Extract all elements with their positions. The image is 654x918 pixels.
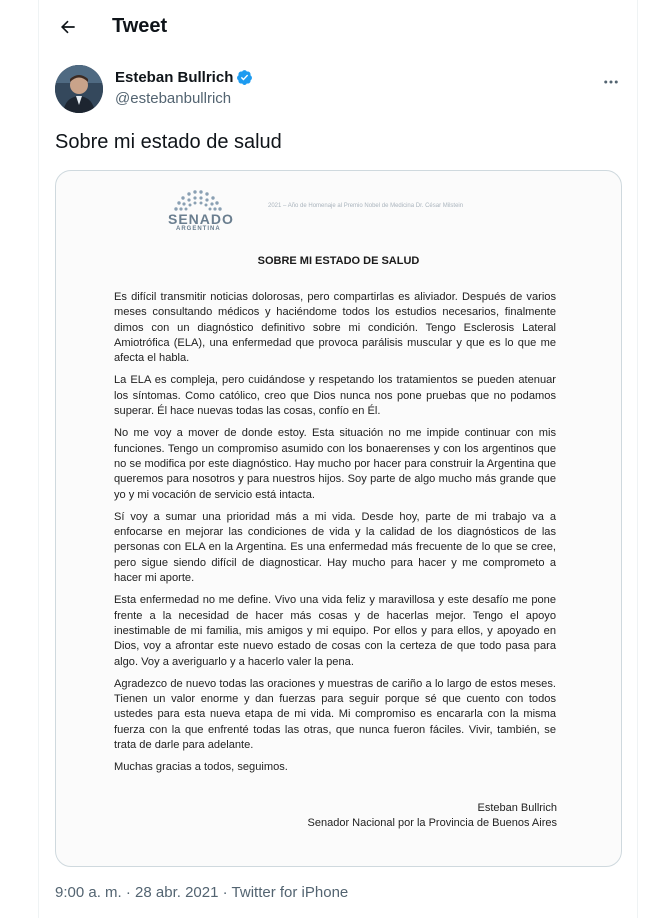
page-header <box>39 0 639 54</box>
senado-logo-subtitle: ARGENTINA <box>176 226 221 232</box>
document-paragraph: Agradezco de nuevo todas las oraciones y muestras de cariño a lo largo de estos meses. Tienen un valor enorme y dan fuerzas para seguir porque sé que cuento con todos ustedes para esta nueva etapa de mi vida. Mi compromiso es encararla con la misma fuerza con la que enfrenté todas las otras, que nunca fueron fáciles. Vivir, también, se trata de darle para adelante. <box>114 677 556 752</box>
document-signature <box>308 801 557 831</box>
more-options-button[interactable] <box>597 68 625 96</box>
author-handle[interactable]: @estebanbullrich <box>115 90 232 107</box>
verified-badge-icon <box>236 69 253 86</box>
author-name[interactable]: Esteban Bullrich <box>115 69 234 86</box>
document-year-line: 2021 – Año de Homenaje al Premio Nobel de Medicina Dr. César Milstein <box>268 203 464 209</box>
document-paragraph: Esta enfermedad no me define. Vivo una vida feliz y maravillosa y este desafío me pone frente a la necesidad de hacer más cosas y de hacerlas mejor. Tengo el apoyo inestimable de mi familia, mis amigos y mi equipo. Por ellos y para ellos, y apoyado en Dios, voy a afrontar este nuevo estado de cosas con la certeza de que todo pasa para algo. Voy a averiguarlo y a hacerlo valer la pena. <box>114 594 556 668</box>
senado-logo-word: SENADO <box>168 211 234 227</box>
tweet-media-image[interactable] <box>55 170 622 867</box>
tweet-page <box>38 0 638 918</box>
tweet-metadata <box>55 884 348 901</box>
document-paragraph: Es difícil transmitir noticias dolorosas, pero compartirlas es aliviador. Después de varios meses consultando médicos y haciéndome todos los estudios necesarios, finalmente dimos con un diagnóstico definitivo sobre mi condición. Tengo Esclerosis Lateral Amiotrófica (ELA), una enfermedad que provoca parálisis muscular y que es lo que me afecta el habla. <box>114 291 556 365</box>
document-paragraph: Sí voy a sumar una prioridad más a mi vida. Desde hoy, parte de mi trabajo va a enfocarse en mejorar las condiciones de vida y la calidad de los diagnósticos de las personas con ELA en la Argentina. Es una enfermedad más frecuente de lo que se cree, pero sigue siendo difícil de diagnosticar. Hay mucho para hacer y me comprometo a hacer mi aporte. <box>114 510 556 585</box>
avatar[interactable] <box>55 65 103 113</box>
tweet-text: Sobre mi estado de salud <box>55 131 282 153</box>
tweet-source[interactable]: Twitter for iPhone <box>231 884 349 901</box>
meta-separator: · <box>125 884 136 901</box>
document-paragraph: La ELA es compleja, pero cuidándose y respetando los tratamientos se pueden atenuar los síntomas. Como católico, creo que Dios nunca nos pone pruebas que no podamos superar. Él hace nuevas todas las cosas, confío en Él. <box>114 374 556 418</box>
avatar-image <box>55 65 103 113</box>
meta-separator: · <box>222 884 232 901</box>
author-name-row <box>115 69 253 86</box>
back-button[interactable] <box>51 10 85 44</box>
press-release-document <box>56 171 621 866</box>
tweet-date[interactable]: 28 abr. 2021 <box>135 884 219 901</box>
document-body <box>114 290 556 783</box>
document-paragraph: Muchas gracias a todos, seguimos. <box>114 761 288 774</box>
arrow-left-icon <box>58 17 78 37</box>
more-horizontal-icon <box>602 73 620 91</box>
document-title: SOBRE MI ESTADO DE SALUD <box>257 255 420 267</box>
document-paragraph: No me voy a mover de donde estoy. Esta situación no me impide continuar con mis funciones. Tengo un compromiso asumido con los bonaerenses y con los argentinos que no se modifica por este diagnóstico. Hay mucho por hacer para construir la Argentina que queremos para nosotros y para nuestros hijos. Soy parte de algo mucho más grande que yo y mi vocación de servicio está intacta. <box>114 427 556 501</box>
signature-role: Senador Nacional por la Provincia de Buenos Aires <box>307 817 557 829</box>
signature-name: Esteban Bullrich <box>477 802 557 814</box>
tweet-time[interactable]: 9:00 a. m. <box>55 884 122 901</box>
page-title: Tweet <box>112 15 168 37</box>
tweet-author <box>39 60 639 120</box>
